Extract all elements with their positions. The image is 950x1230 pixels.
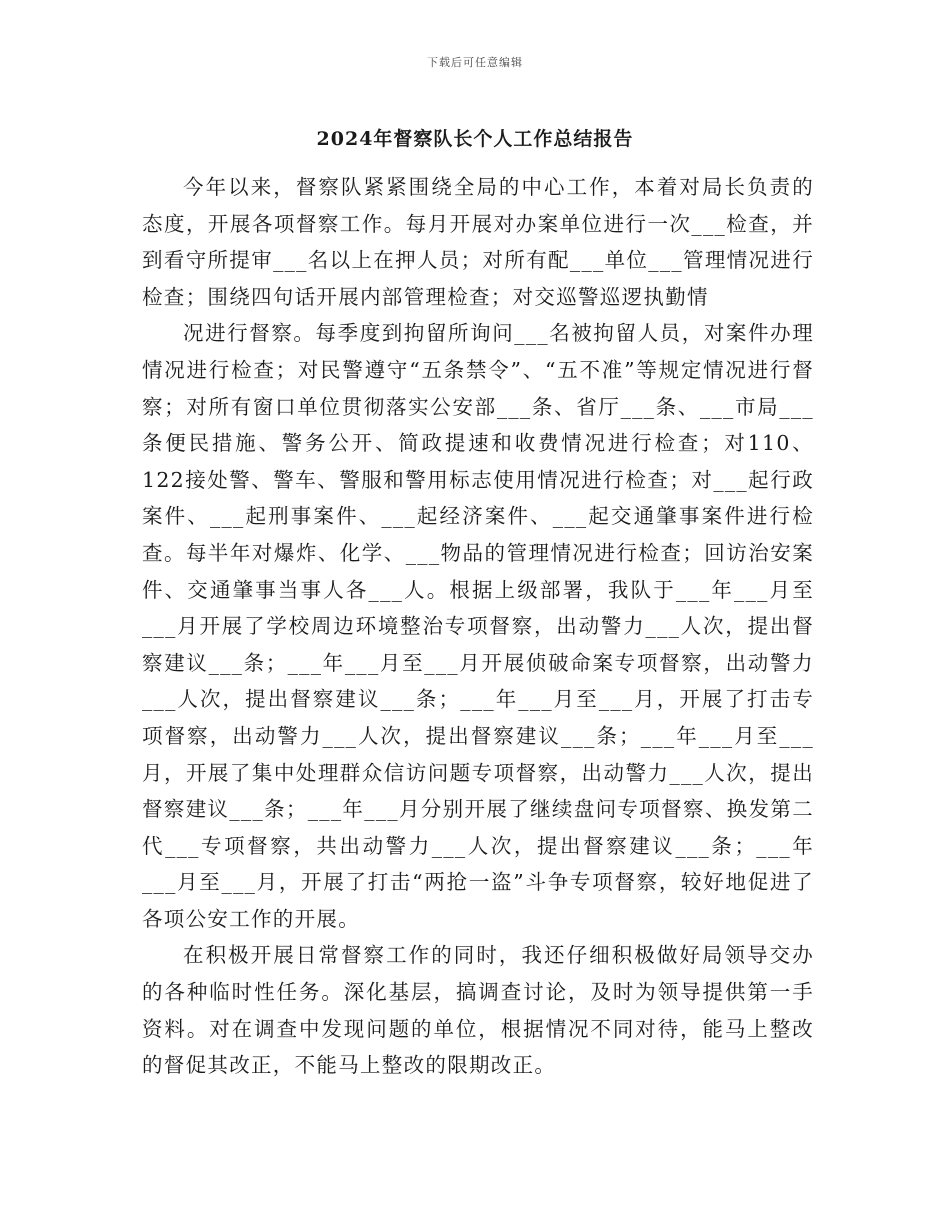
document-body (142, 169, 814, 1084)
header-note: 下载后可任意编辑 (427, 56, 523, 69)
paragraph-1: 今年以来，督察队紧紧围绕全局的中心工作，本着对局长负责的态度，开展各项督察工作。每月开展对办案单位进行一次___检查，并到看守所提审___名以上在押人员；对所有配___单位___管理情况进行检查；围绕四句话开展内部管理检查；对交巡警巡逻执勤情 (142, 175, 814, 309)
paragraph-2: 况进行督察。每季度到拘留所询问___名被拘留人员，对案件办理情况进行检查；对民警遵守“五条禁令”、“五不准”等规定情况进行督察；对所有窗口单位贯彻落实公安部___条、省厅___条、___市局___条便民措施、警务公开、简政提速和收费情况进行检查；对110、122接处警、警车、警服和警用标志使用情况进行检查；对___起行政案件、___起刑事案件、___起经济案件、___起交通肇事案件进行检查。每半年对爆炸、化学、___物品的管理情况进行检查；回访治安案件、交通肇事当事人各___人。根据上级部署，我队于___年___月至___月开展了学校周边环境整治专项督察，出动警力___人次，提出督察建议___条；___年___月至___月开展侦破命案专项督察，出动警力___人次，提出督察建议___条；___年___月至___月，开展了打击专项督察，出动警力___人次，提出督察建议___条；___年___月至___月，开展了集中处理群众信访问题专项督察，出动警力___人次，提出督察建议___条；___年___月分别开展了继续盘问专项督察、换发第二代___专项督察，共出动警力___人次，提出督察建议___条；___年___月至___月，开展了打击“两抢一盗”斗争专项督察，较好地促进了各项公安工作的开展。 (142, 321, 814, 931)
document-title: 2024年督察队长个人工作总结报告 (316, 128, 634, 150)
paragraph-3: 在积极开展日常督察工作的同时，我还仔细积极做好局领导交办的各种临时性任务。深化基层，搞调查讨论，及时为领导提供第一手资料。对在调查中发现问题的单位，根据情况不同对待，能马上整改的督促其改正，不能马上整改的限期改正。 (142, 943, 814, 1078)
